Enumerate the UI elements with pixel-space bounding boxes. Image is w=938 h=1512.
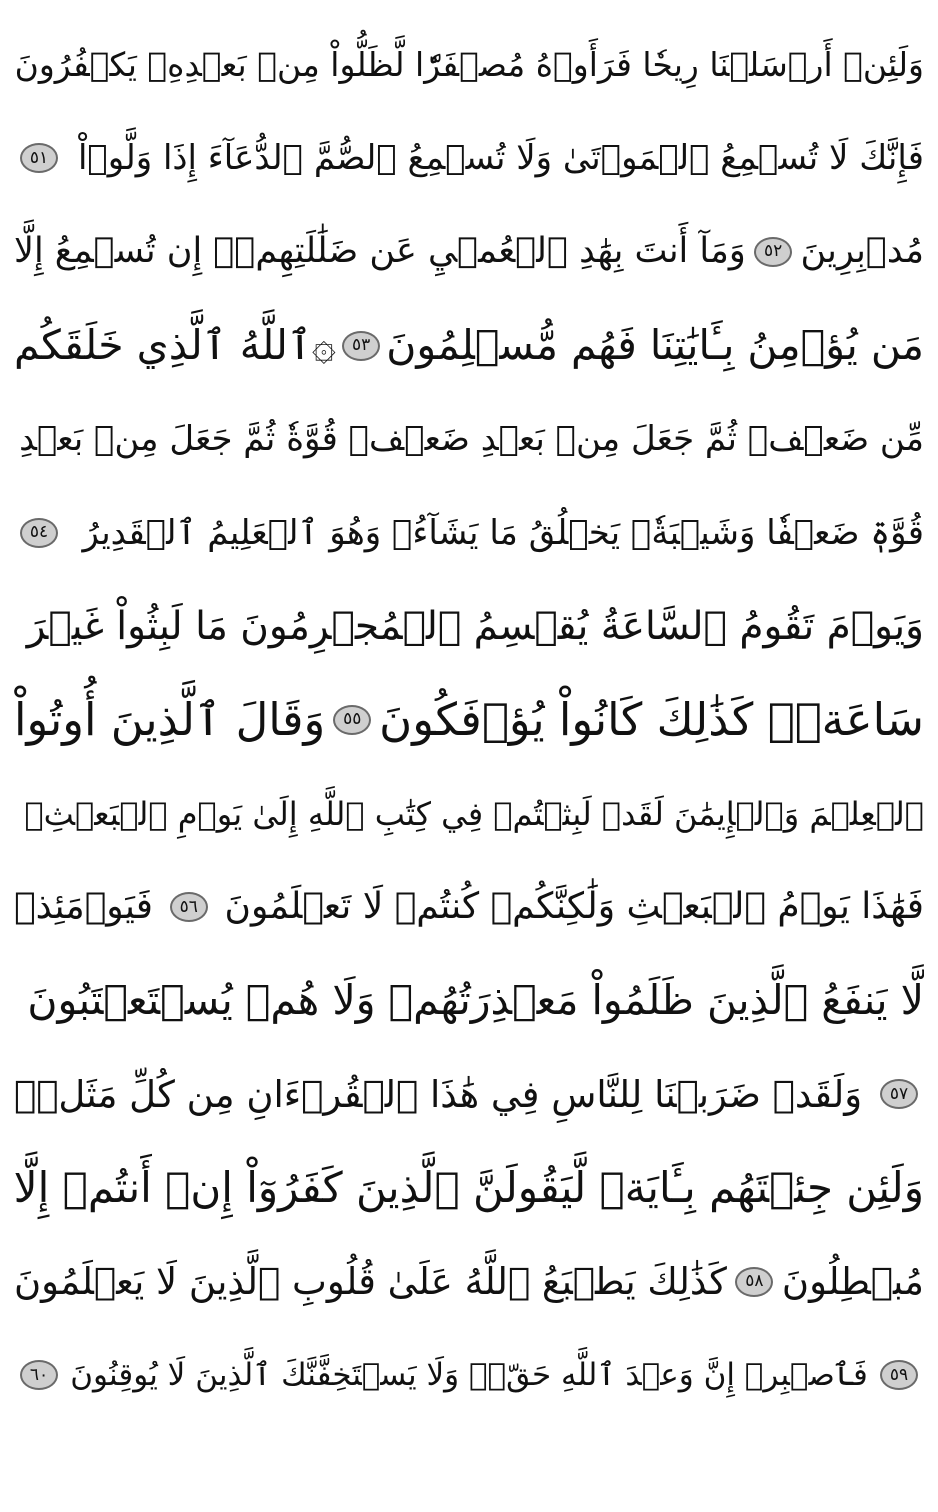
text-line-10: [14, 860, 924, 954]
verse-text: وَقَالَ ٱلَّذِينَ أُوتُواْ: [14, 693, 326, 747]
text-line-12: [14, 1048, 924, 1142]
verse-text: ۞ٱللَّهُ ٱلَّذِي خَلَقَكُم: [14, 321, 336, 370]
verse-text: كَذَٰلِكَ يَطۡبَعُ ٱللَّهُ عَلَىٰ قُلُوبِ ٱلَّذِينَ لَا يَعۡلَمُونَ: [14, 1260, 727, 1304]
verse-text: مُدۡبِرِينَ: [800, 231, 924, 272]
verse-text: سَاعَةٖۚ كَذَٰلِكَ كَانُواْ يُؤۡفَكُونَ: [379, 693, 924, 747]
ayah-marker-59: ٥٩: [880, 1360, 918, 1390]
ayah-marker-58: ٥٨: [735, 1267, 773, 1297]
ayah-marker-60: ٦٠: [20, 1360, 58, 1390]
verse-text: وَلَقَدۡ ضَرَبۡنَا لِلنَّاسِ فِي هَٰذَا ٱلۡقُرۡءَانِ مِن كُلِّ مَثَلٖۚ: [14, 1072, 863, 1116]
verse-text: قُوَّةٖ ضَعۡفٗا وَشَيۡبَةٗۚ يَخۡلُقُ مَا يَشَآءُۚ وَهُوَ ٱلۡعَلِيمُ ٱلۡقَدِيرُ: [82, 512, 924, 553]
text-line-5: [14, 392, 924, 486]
verse-text: فَٱصۡبِرۡ إِنَّ وَعۡدَ ٱللَّهِ حَقّٞۖ وَلَا يَسۡتَخِفَّنَّكَ ٱلَّذِينَ لَا يُوقِنُونَ: [70, 1356, 868, 1393]
verse-text: فَهَٰذَا يَوۡمُ ٱلۡبَعۡثِ وَلَٰكِنَّكُمۡ كُنتُمۡ لَا تَعۡلَمُونَ: [224, 886, 924, 928]
verse-text: وَلَئِن جِئۡتَهُم بِـَٔايَةٖ لَّيَقُولَنَّ ٱلَّذِينَ كَفَرُوٓاْ إِنۡ أَنتُمۡ إِلَّا: [14, 1162, 924, 1212]
text-line-14: [14, 1235, 924, 1329]
text-line-13: [14, 1141, 924, 1235]
ayah-marker-55: ٥٥: [333, 705, 371, 735]
verse-text: وَمَآ أَنتَ بِهَٰدِ ٱلۡعُمۡيِ عَن ضَلَٰلَتِهِمۡۖ إِن تُسۡمِعُ إِلَّا: [14, 231, 746, 272]
text-line-4: [14, 299, 924, 393]
text-line-11: [14, 954, 924, 1048]
verse-text: وَلَئِنۡ أَرۡسَلۡنَا رِيحٗا فَرَأَوۡهُ مُصۡفَرّٗا لَّظَلُّواْ مِنۢ بَعۡدِهِۦ يَكۡفُرُونَ: [14, 45, 924, 85]
ayah-marker-53: ٥٣: [342, 331, 380, 361]
text-line-9: [14, 767, 924, 861]
text-line-8: [14, 673, 924, 767]
ayah-marker-56: ٥٦: [170, 892, 208, 922]
ayah-marker-57: ٥٧: [880, 1079, 918, 1109]
text-line-6: [14, 486, 924, 580]
verse-text: مُبۡطِلُونَ: [781, 1260, 924, 1304]
text-line-3: [14, 205, 924, 299]
verse-text: ٱلۡعِلۡمَ وَٱلۡإِيمَٰنَ لَقَدۡ لَبِثۡتُمۡ فِي كِتَٰبِ ٱللَّهِ إِلَىٰ يَوۡمِ ٱلۡبَعۡثِۖ: [24, 794, 924, 833]
verse-text: فَإِنَّكَ لَا تُسۡمِعُ ٱلۡمَوۡتَىٰ وَلَا تُسۡمِعُ ٱلصُّمَّ ٱلدُّعَآءَ إِذَا وَلَّوۡاْ: [77, 138, 924, 179]
ayah-marker-54: ٥٤: [20, 518, 58, 548]
verse-text: فَيَوۡمَئِذٖ: [14, 886, 153, 928]
ayah-marker-51: ٥١: [20, 143, 58, 173]
verse-text: وَيَوۡمَ تَقُومُ ٱلسَّاعَةُ يُقۡسِمُ ٱلۡمُجۡرِمُونَ مَا لَبِثُواْ غَيۡرَ: [26, 603, 924, 649]
ayah-marker-52: ٥٢: [754, 237, 792, 267]
text-line-15: [14, 1328, 924, 1422]
verse-text: مِّن ضَعۡفٖ ثُمَّ جَعَلَ مِنۢ بَعۡدِ ضَعۡفٖ قُوَّةٗ ثُمَّ جَعَلَ مِنۢ بَعۡدِ: [19, 419, 924, 460]
text-line-1: [14, 18, 924, 112]
verse-text: مَن يُؤۡمِنُ بِـَٔايَٰتِنَا فَهُم مُّسۡلِمُونَ: [386, 321, 924, 370]
text-line-7: [14, 580, 924, 674]
text-line-2: [14, 112, 924, 206]
verse-text: لَّا يَنفَعُ ٱلَّذِينَ ظَلَمُواْ مَعۡذِرَتُهُمۡ وَلَا هُمۡ يُسۡتَعۡتَبُونَ: [27, 976, 924, 1025]
